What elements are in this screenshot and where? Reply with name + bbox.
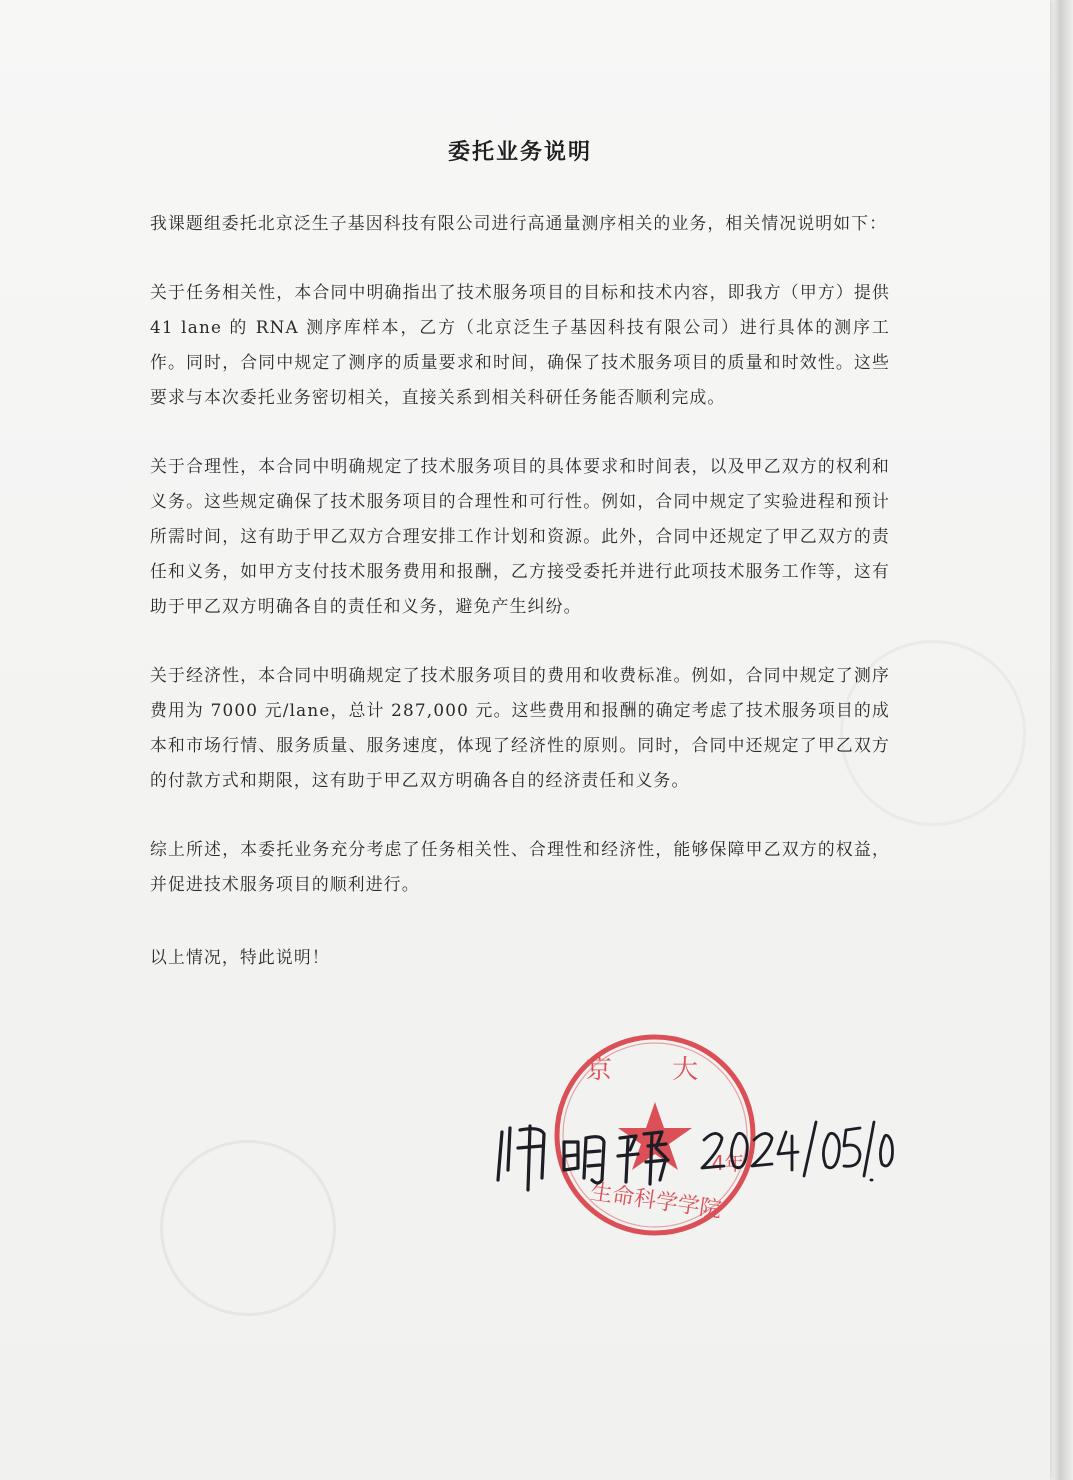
seal-side-text: 4年 [711,1151,745,1175]
handwritten-date-tail [880,1135,892,1166]
closing-statement: 以上情况，特此说明！ [150,947,330,967]
relevance-paragraph: 关于任务相关性，本合同中明确指出了技术服务项目的目标和技术内容，即我方（甲方）提供 41 lane 的 RNA 测序库样本，乙方（北京泛生子基因科技有限公司）进行具体的测序工作。同时，合同中规定了测序的质量要求和时间，确保了技术服务项目的质量和时效性。这些要求与本次委托业务密切相关，直接关系到相关科研任务能否顺利完成。 [150,282,890,407]
seal-top-text: 京 大 [585,1055,725,1085]
signature-and-seal-area [480,1030,900,1260]
rationality-paragraph: 关于合理性，本合同中明确规定了技术服务项目的具体要求和时间表，以及甲乙双方的权利和义务。这些规定确保了技术服务项目的合理性和可行性。例如，合同中规定了实验进程和预计所需时间，这有助于甲乙双方合理安排工作计划和资源。此外，合同中还规定了甲乙双方的责任和义务，如甲方支付技术服务费用和报酬，乙方接受委托并进行此项技术服务工作等，这有助于甲乙双方明确各自的责任和义务，避免产生纠纷。 [150,456,890,616]
economy-paragraph: 关于经济性，本合同中明确规定了技术服务项目的费用和收费标准。例如，合同中规定了测序费用为 7000 元/lane，总计 287,000 元。这些费用和报酬的确定考虑了技术服务项目的成本和市场行情、服务质量、服务速度，体现了经济性的原则。同时，合同中还规定了甲乙双方的付款方式和期限，这有助于甲乙双方明确各自的经济责任和义务。 [150,665,890,790]
document-body [150,135,890,975]
faint-back-seal-watermark [160,1140,336,1316]
seal-and-signature-graphic [480,1030,900,1260]
official-seal [557,1037,753,1233]
seal-bottom-text: 生命科学学院 [588,1179,724,1224]
summary-paragraph: 综上所述，本委托业务充分考虑了任务相关性、合理性和经济性，能够保障甲乙双方的权益，并促进技术服务项目的顺利进行。 [150,839,890,894]
intro-paragraph: 我课题组委托北京泛生子基因科技有限公司进行高通量测序相关的业务，相关情况说明如下： [150,213,888,233]
document-title: 委托业务说明 [447,139,592,165]
